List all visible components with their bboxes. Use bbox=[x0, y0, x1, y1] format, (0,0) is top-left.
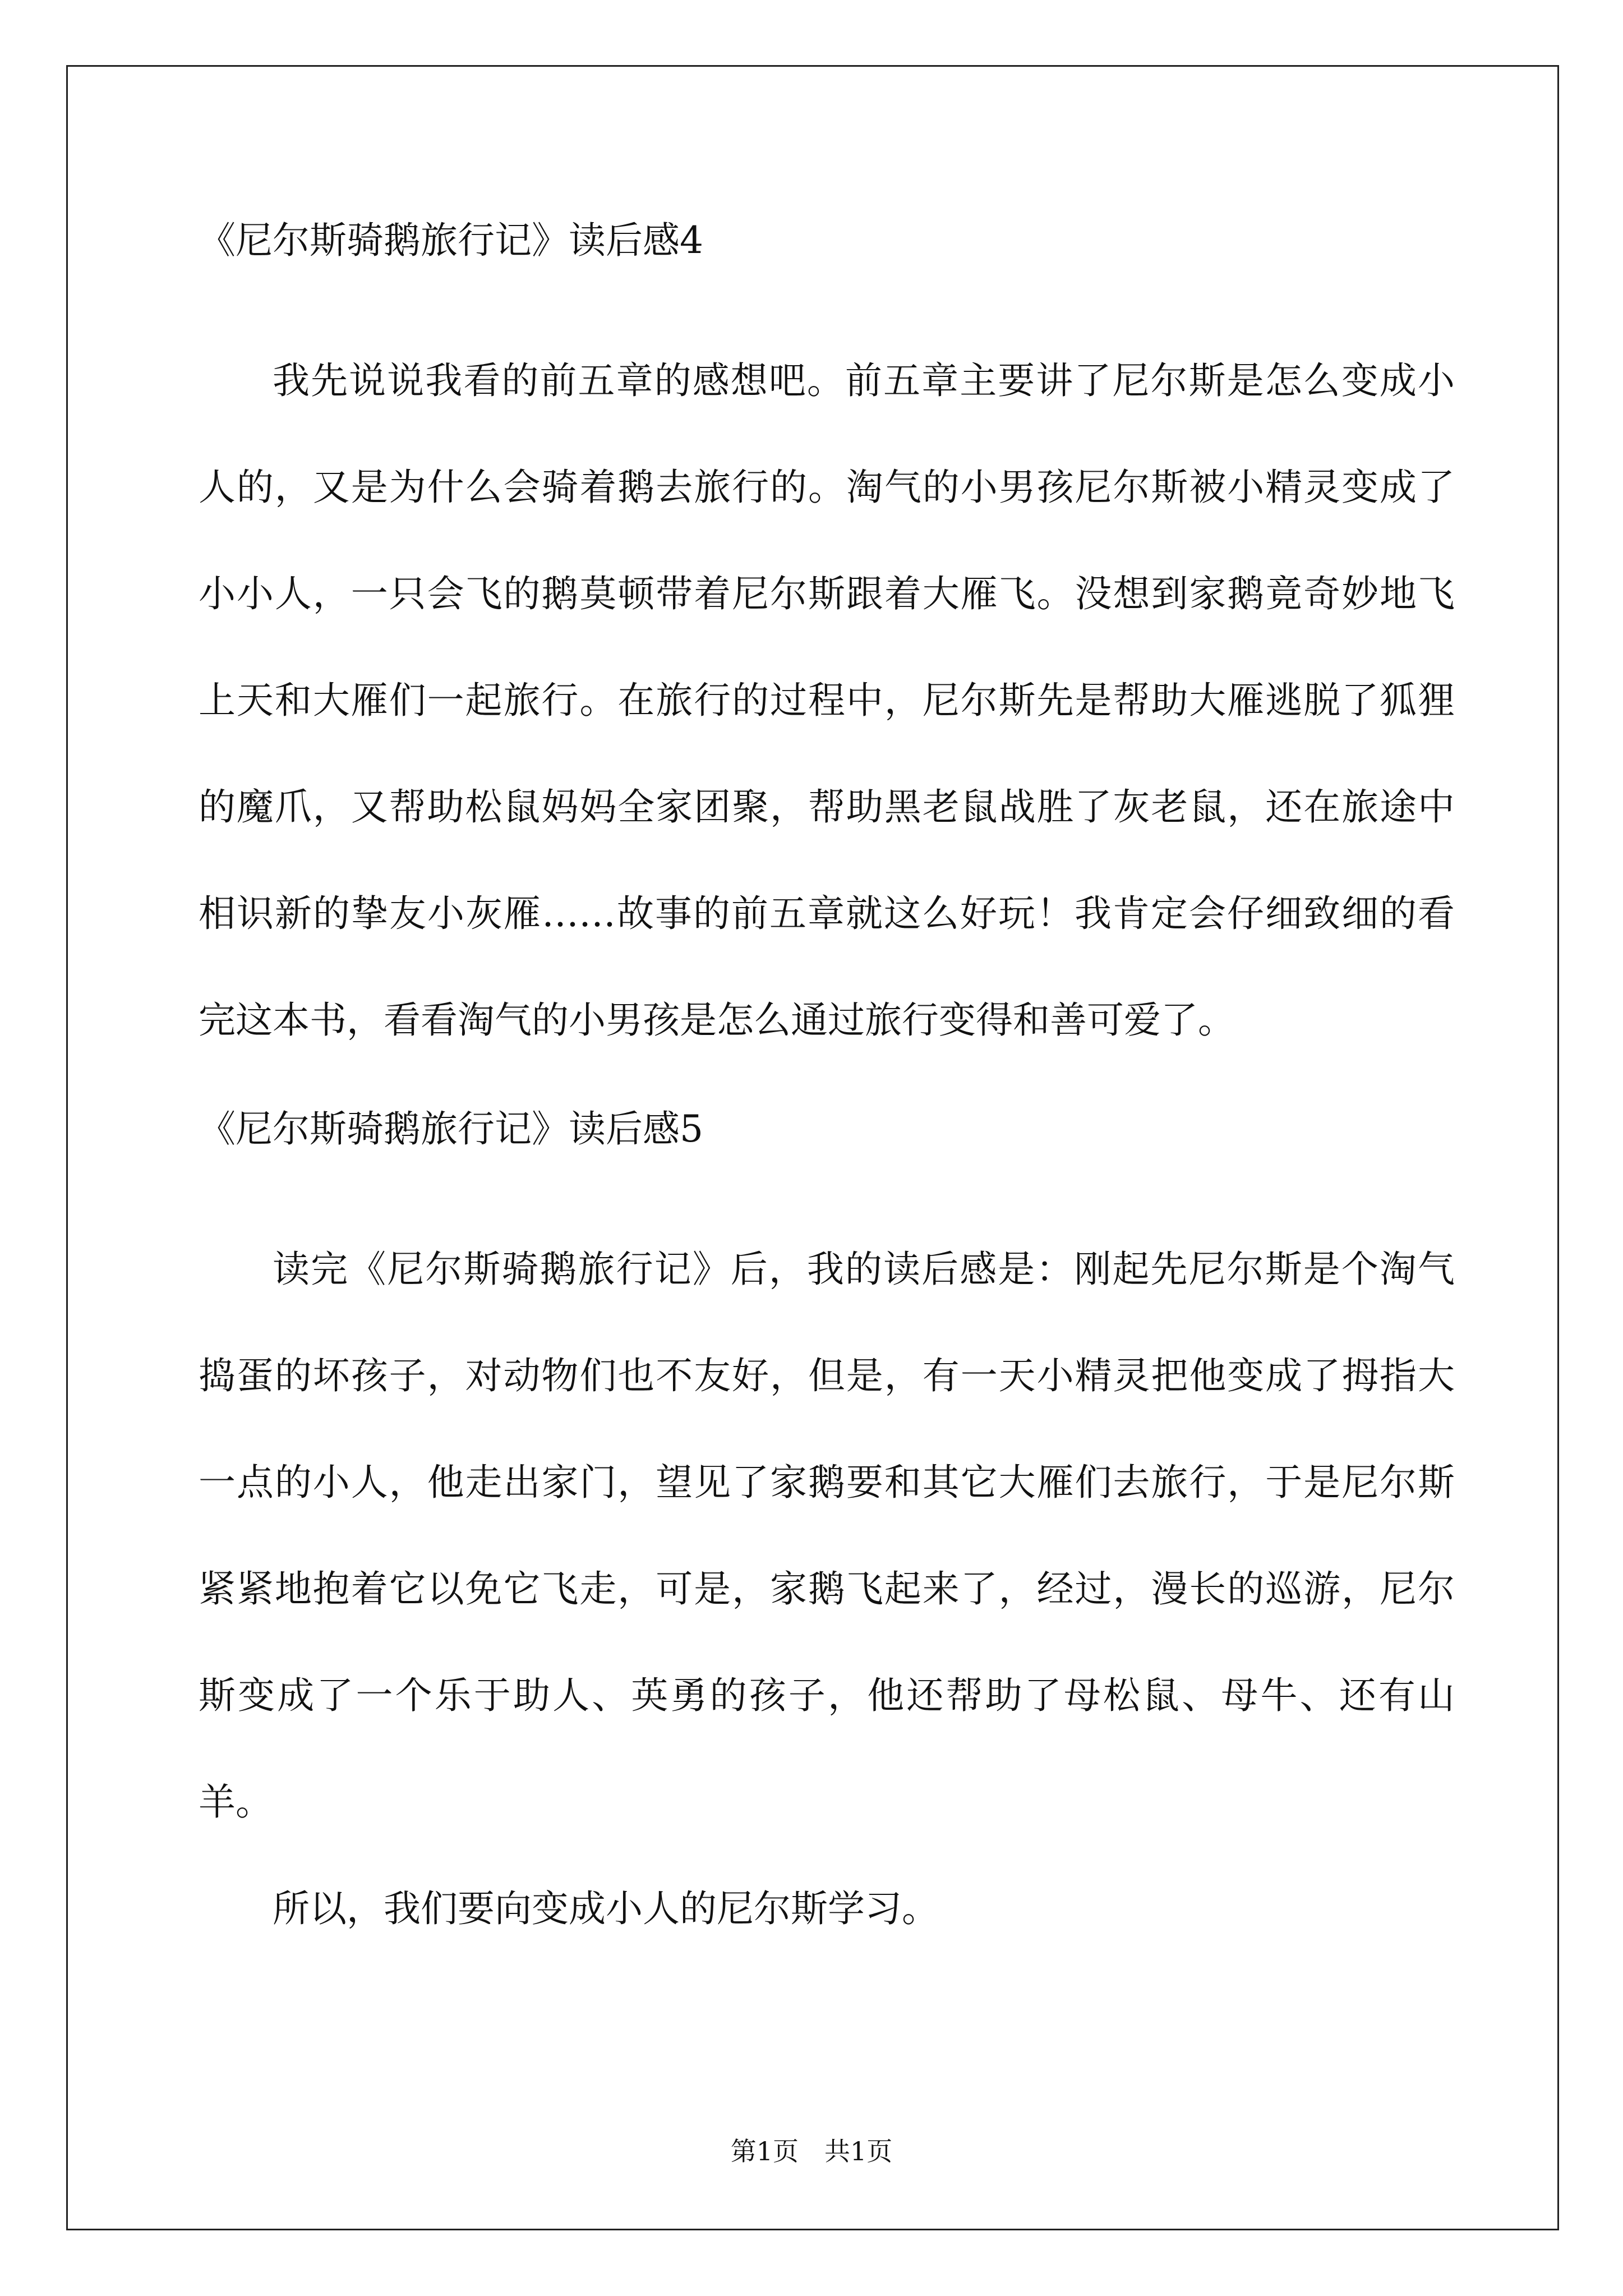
section-title-4: 《尼尔斯骑鹅旅行记》读后感4 bbox=[199, 219, 703, 262]
section-5-paragraph-1: 读完《尼尔斯骑鹅旅行记》后，我的读后感是：刚起先尼尔斯是个淘气捣蛋的坏孩子，对动物们也不友好，但是，有一天小精灵把他变成了拇指大一点的小人，他走出家门，望见了家鹅要和其它大雁们去旅行，于是尼尔斯紧紧地抱着它以免它飞走，可是，家鹅飞起来了，经过，漫长的巡游，尼尔斯变成了一个乐于助人、英勇的孩子，他还帮助了母松鼠、母牛、还有山羊。 bbox=[199, 1248, 1455, 1824]
page-total: 共1页 bbox=[824, 2136, 893, 2166]
page-footer bbox=[0, 2134, 1623, 2168]
section-title-5: 《尼尔斯骑鹅旅行记》读后感5 bbox=[199, 1107, 703, 1151]
section-5-paragraph-2: 所以，我们要向变成小人的尼尔斯学习。 bbox=[273, 1887, 939, 1930]
page-number: 第1页 bbox=[730, 2136, 799, 2166]
section-4-paragraph: 我先说说我看的前五章的感想吧。前五章主要讲了尼尔斯是怎么变成小人的，又是为什么会骑着鹅去旅行的。淘气的小男孩尼尔斯被小精灵变成了小小人，一只会飞的鹅莫顿带着尼尔斯跟着大雁飞。没想到家鹅竟奇妙地飞上天和大雁们一起旅行。在旅行的过程中，尼尔斯先是帮助大雁逃脱了狐狸的魔爪，又帮助松鼠妈妈全家团聚，帮助黑老鼠战胜了灰老鼠，还在旅途中相识新的挚友小灰雁……故事的前五章就这么好玩！我肯定会仔细致细的看完这本书，看看淘气的小男孩是怎么通过旅行变得和善可爱了。 bbox=[199, 359, 1455, 1042]
document-body bbox=[199, 215, 1455, 1962]
